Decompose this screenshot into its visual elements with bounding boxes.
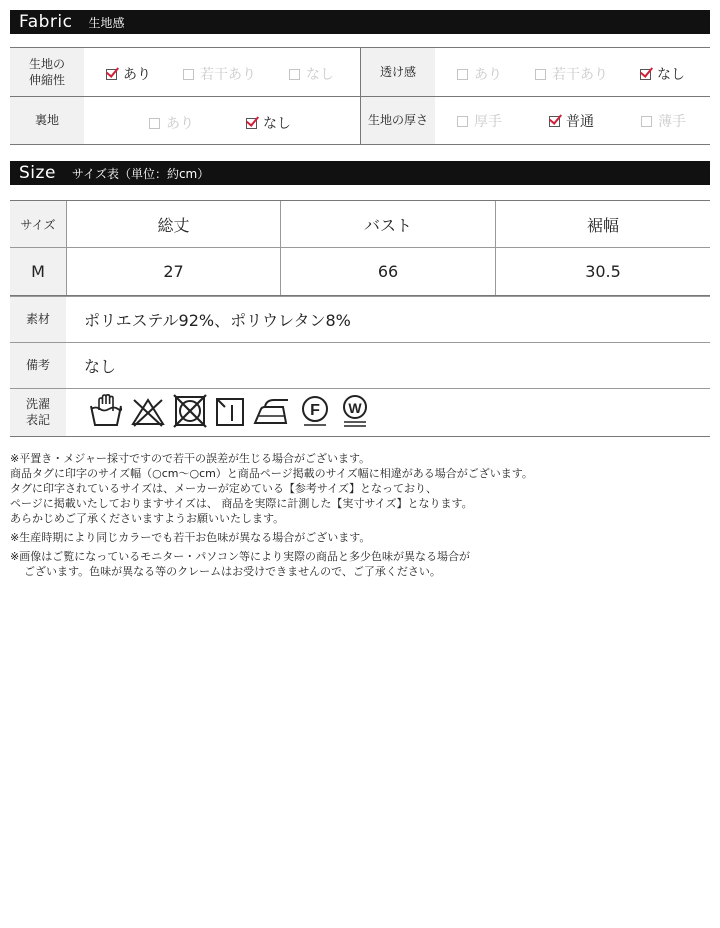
sheer-option-yes[interactable]: [457, 64, 502, 84]
checkbox-icon: [457, 69, 468, 80]
column-header-length: 総丈: [157, 215, 190, 235]
care-label-line1: 洗濯: [25, 396, 50, 411]
size-title: Size: [19, 163, 56, 183]
lining-label-text: 裏地: [34, 113, 59, 128]
note-line: タグに印字されているサイズは、メーカーが定めている【参考サイズ】となっており、: [10, 482, 438, 495]
stretch-label: [10, 48, 84, 96]
checkbox-icon: [183, 69, 194, 80]
note-line: ページに掲載いたしておりますサイズは、 商品を実際に計測した【実寸サイズ】となります。: [10, 497, 473, 510]
size-section-header: [10, 161, 710, 185]
size-subtitle: サイズ表（単位：約cm）: [71, 166, 210, 181]
sheer-option-no[interactable]: [640, 64, 685, 84]
divider: [10, 388, 710, 389]
size-table: [10, 200, 710, 296]
cell-hem: 30.5: [585, 261, 621, 281]
stretch-option-yes[interactable]: [106, 64, 151, 84]
option-label: なし: [306, 67, 334, 83]
thickness-option-thin[interactable]: [641, 111, 686, 131]
stretch-option-slight[interactable]: [183, 64, 256, 84]
lining-label: [10, 97, 84, 144]
thickness-label: [361, 97, 435, 144]
option-label: なし: [263, 116, 291, 132]
checkbox-checked-icon: [246, 118, 257, 129]
note-line: 商品タグに印字のサイズ幅（○cm〜○cm）と商品ページ掲載のサイズ幅に相違がある場合がございます。: [10, 467, 533, 480]
checkbox-checked-icon: [640, 69, 651, 80]
hand-wash-icon: [88, 394, 124, 428]
checkbox-icon: [535, 69, 546, 80]
sheer-option-slight[interactable]: [535, 64, 608, 84]
material-value: ポリエステル92%、ポリウレタン8%: [84, 311, 351, 330]
dry-clean-letter: F: [310, 402, 320, 419]
material-label: 素材: [10, 297, 66, 342]
checkbox-icon: [457, 116, 468, 127]
remarks-label: 備考: [10, 343, 66, 388]
size-column-header: サイズ: [20, 217, 56, 232]
care-label-line2: 表記: [25, 412, 50, 427]
note-line: ございます。色味が異なる等のクレームはお受けできませんので、ご了承ください。: [24, 565, 441, 578]
option-label: あり: [474, 67, 502, 83]
option-label: なし: [657, 67, 685, 83]
column-header-hem: 裾幅: [586, 215, 619, 235]
option-label: あり: [123, 67, 151, 83]
cell-length: 27: [163, 261, 184, 281]
option-label: 若干あり: [200, 67, 256, 83]
checkbox-checked-icon: [106, 69, 117, 80]
dry-clean-f-icon: [298, 394, 332, 428]
note-line: ※平置き・メジャー採寸ですので若干の誤差が生じる場合がございます。: [10, 452, 371, 465]
iron-low-icon: [252, 394, 292, 428]
care-label: [10, 389, 66, 436]
cell-bust: 66: [377, 261, 399, 281]
option-label: 若干あり: [552, 67, 608, 83]
sheer-label: [361, 48, 435, 96]
thickness-label-text: 生地の厚さ: [367, 113, 428, 128]
lining-option-yes[interactable]: [149, 113, 194, 133]
wet-clean-w-icon: [338, 394, 372, 428]
fabric-section-header: [10, 10, 710, 34]
checkbox-icon: [289, 69, 300, 80]
fabric-title: Fabric: [19, 12, 73, 32]
checkbox-checked-icon: [549, 116, 560, 127]
notes: [10, 451, 710, 579]
remarks-value: なし: [84, 357, 117, 376]
details-table: [10, 296, 710, 437]
fabric-subtitle: 生地感: [88, 15, 125, 30]
care-icons: [88, 394, 378, 428]
stretch-option-no[interactable]: [289, 64, 334, 84]
option-label: 厚手: [474, 114, 502, 130]
thickness-option-thick[interactable]: [457, 111, 502, 131]
checkbox-icon: [641, 116, 652, 127]
wet-clean-letter: W: [348, 400, 362, 416]
note-line: ※生産時期により同じカラーでも若干お色味が異なる場合がございます。: [10, 531, 371, 544]
stretch-label-line1: 生地の: [28, 56, 65, 71]
stretch-label-line2: 伸縮性: [28, 73, 65, 87]
lining-option-no[interactable]: [246, 113, 291, 133]
option-label: 薄手: [658, 114, 686, 130]
fabric-table: [10, 47, 710, 145]
line-dry-shade-icon: [214, 394, 246, 428]
note-line: ※画像はご覧になっているモニター・パソコン等により実際の商品と多少色味が異なる場合が: [10, 550, 470, 563]
no-bleach-icon: [130, 394, 166, 428]
thickness-option-normal[interactable]: [549, 111, 594, 131]
no-tumble-dry-icon: [172, 394, 208, 428]
checkbox-icon: [149, 118, 160, 129]
column-header-bust: バスト: [363, 215, 412, 235]
sheer-label-text: 透け感: [379, 64, 416, 79]
size-row-label: M: [31, 261, 45, 281]
note-line: あらかじめご了承くださいますようお願いいたします。: [10, 512, 285, 525]
option-label: 普通: [566, 114, 594, 130]
option-label: あり: [166, 116, 194, 132]
